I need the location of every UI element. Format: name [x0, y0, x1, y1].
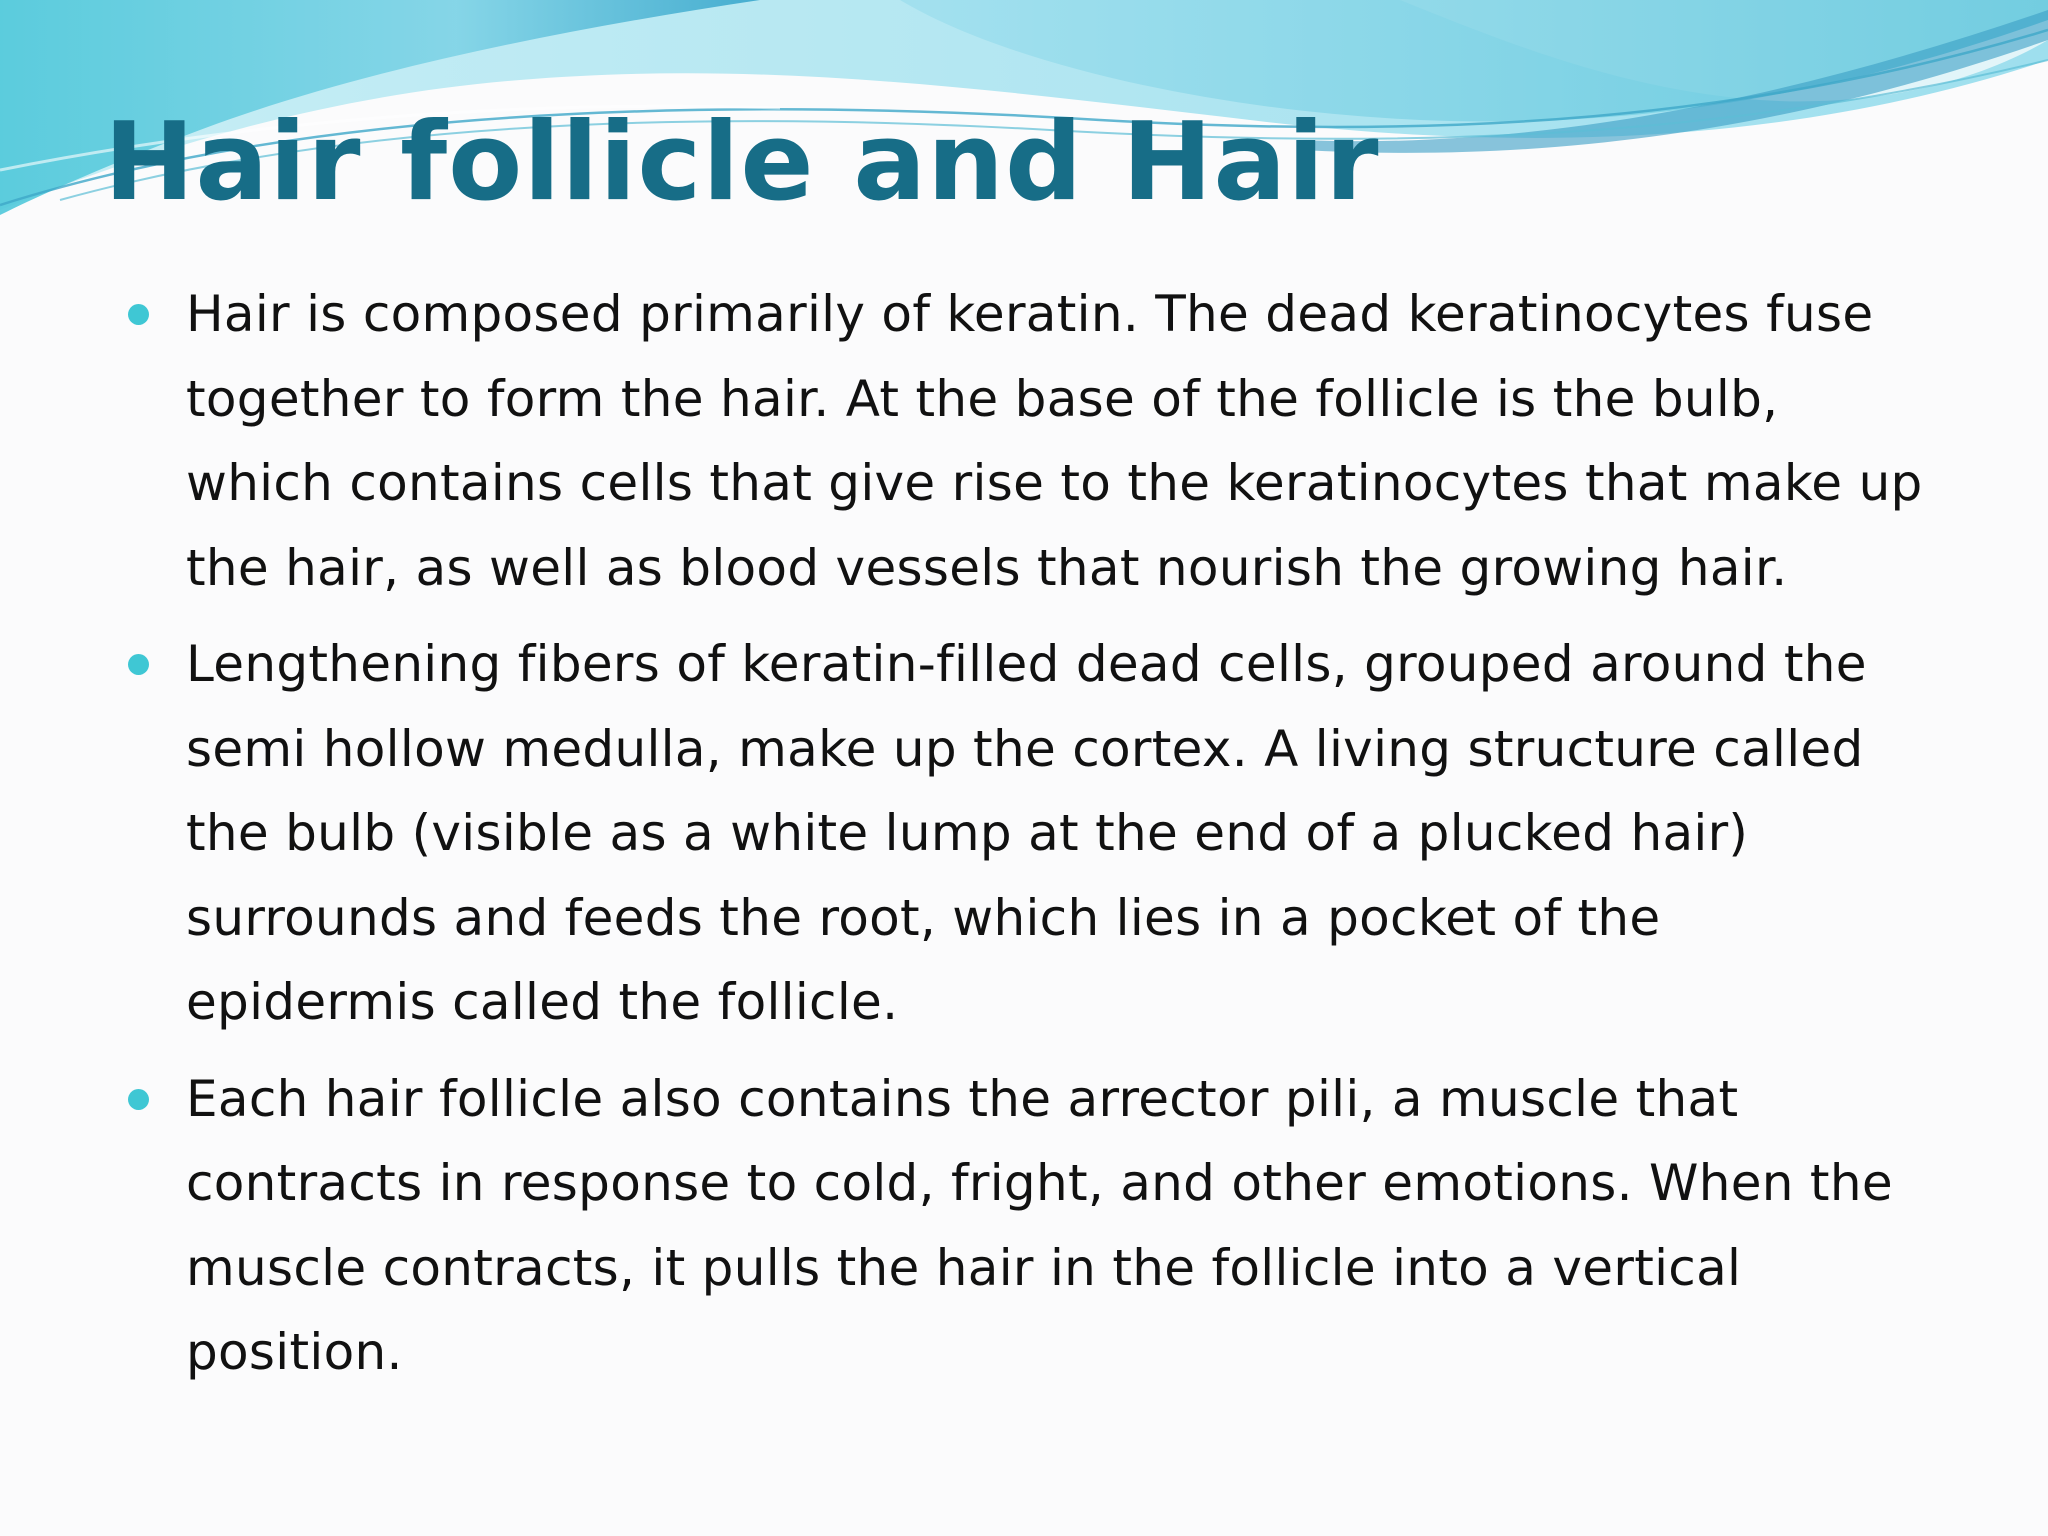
bullet-item	[124, 622, 1924, 1045]
bullet-marker-icon	[128, 304, 149, 325]
bullet-text: Each hair follicle also contains the arrector pili, a muscle that contracts in response to cold, fright, and other emotions. When the muscle contracts, it pulls the hair in the follicle into a vertical position.	[186, 1069, 1893, 1381]
bullet-item	[124, 272, 1924, 610]
bullet-text: Hair is composed primarily of keratin. The dead keratinocytes fuse together to form the hair. At the base of the follicle is the bulb, which contains cells that give rise to the keratinocytes that make up the hair, as well as blood vessels that nourish the growing hair.	[186, 285, 1923, 597]
bullet-item	[124, 1057, 1924, 1395]
bullet-text: Lengthening fibers of keratin-filled dead cells, grouped around the semi hollow medulla, make up the cortex. A living structure called the bulb (visible as a white lump at the end of a plucked hair) surrounds and feeds the root, which lies in a pocket of the epidermis called the follicle.	[186, 635, 1867, 1031]
bullet-marker-icon	[128, 1089, 149, 1110]
slide-title: Hair follicle and Hair	[104, 100, 1380, 225]
bullet-marker-icon	[128, 654, 149, 675]
bullet-list	[124, 272, 1924, 1407]
